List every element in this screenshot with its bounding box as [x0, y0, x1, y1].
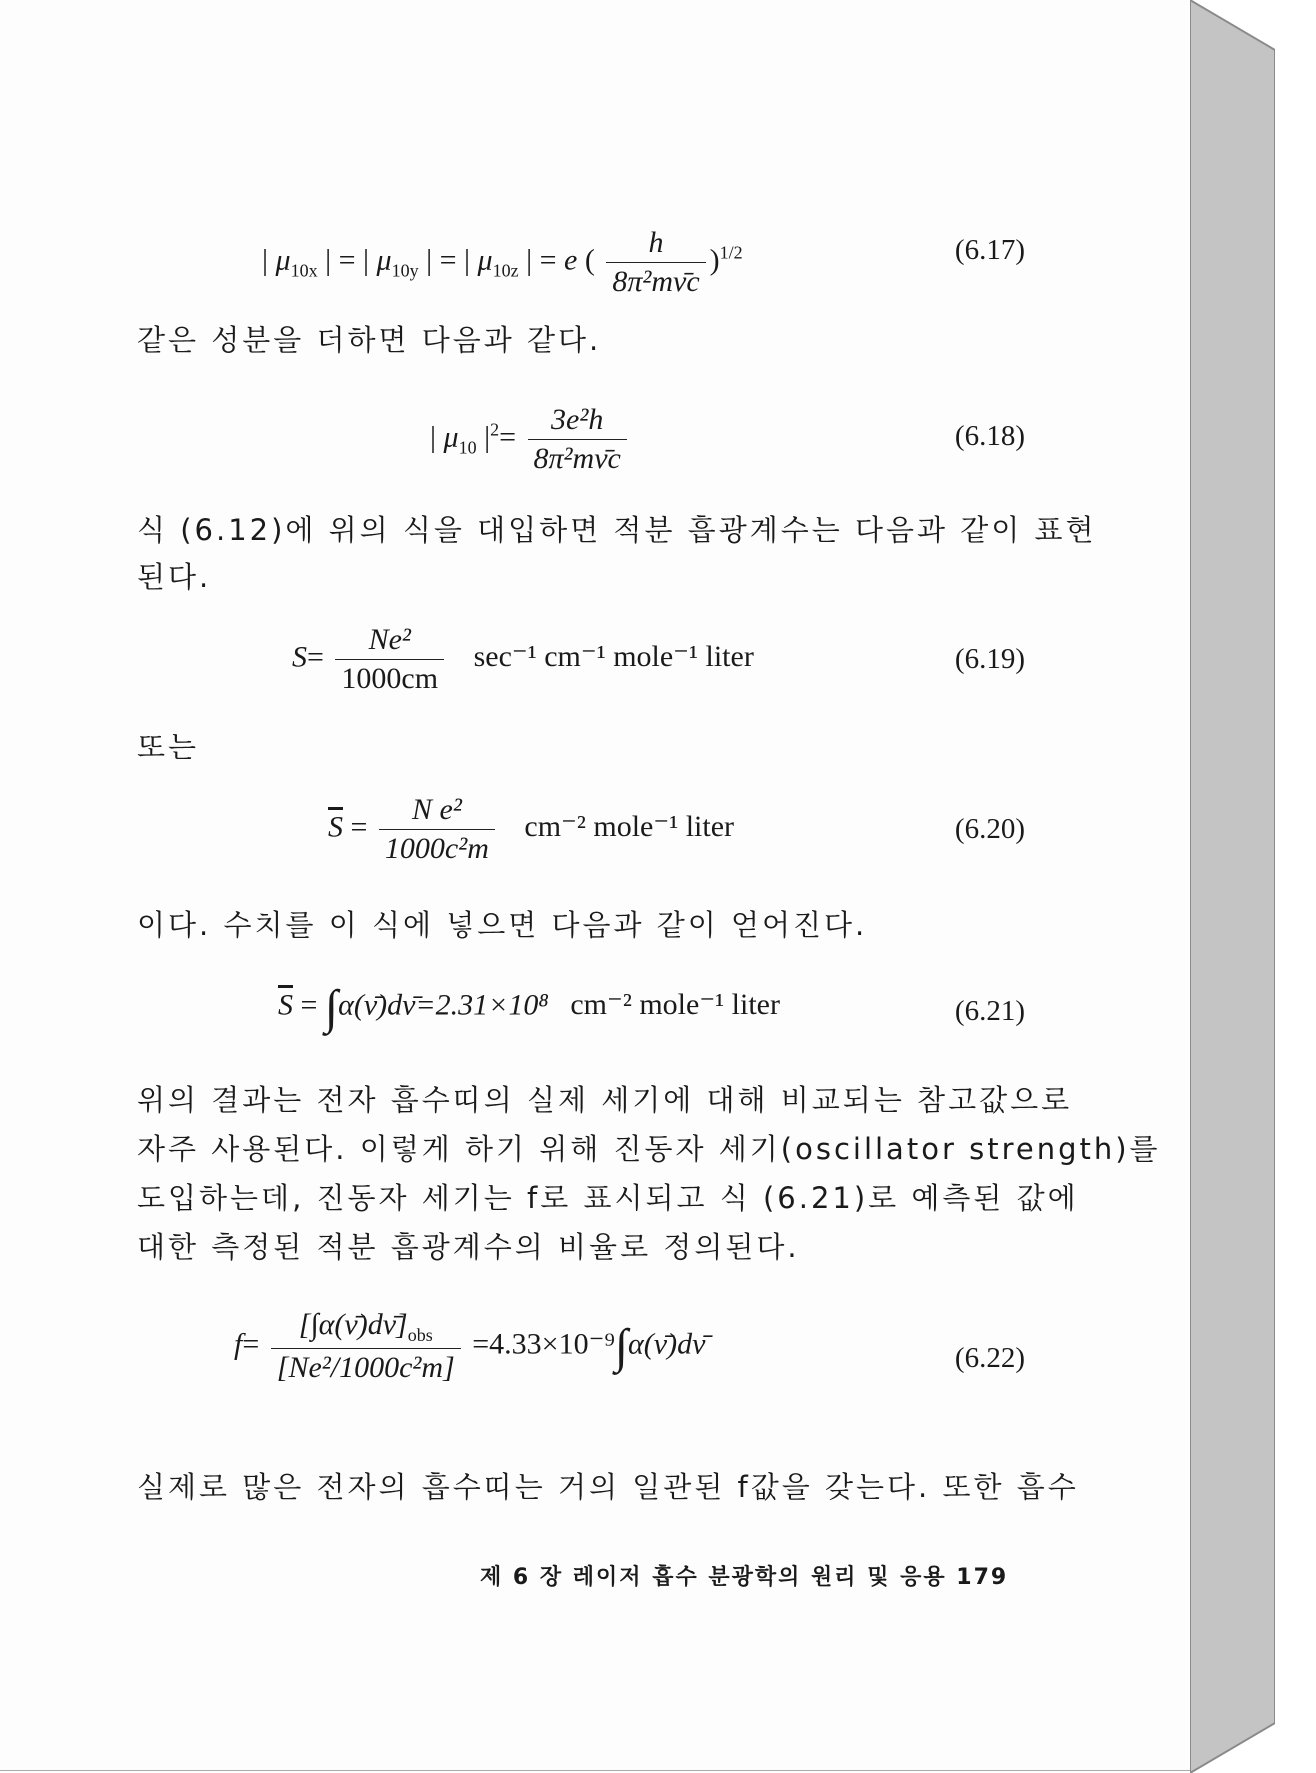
eq-6-17-power: 1/2 — [719, 242, 743, 263]
eq-6-22-rhs: =4.33×10⁻⁹ — [472, 1327, 615, 1361]
eq-6-22-fraction — [271, 1308, 461, 1385]
eq-6-20-lhs: $\overline{S}$ — [328, 810, 343, 844]
eq-6-22-number: (6.22) — [954, 1342, 1025, 1374]
paragraph-5-line-3: 도입하는데, 진동자 세기는 f로 표시되고 식 (6.21)로 예측된 값에 — [137, 1181, 1079, 1215]
eq-6-22-formula: f= $\frac{[\int\alpha(\nū)d\nū]_{obs}}{\text{[Ne²/1000c²m]}}$ =4.33×10⁻⁹∫α(ν̄)dν̄ — [234, 1308, 706, 1384]
paragraph-3: 또는 — [137, 730, 200, 764]
eq-6-19-lhs: S — [292, 640, 307, 674]
eq-6-17-sub-z: 10z — [492, 260, 519, 281]
equation-6-20 — [0, 785, 1190, 885]
eq-6-21-number: (6.21) — [954, 995, 1025, 1027]
eq-6-22-rhs-tail: α(ν̄)dν̄ — [628, 1327, 706, 1361]
equation-6-19 — [0, 615, 1190, 715]
eq-6-18-formula: | $\mu_{10}$ $|^2=$ $\frac{\text{3e²h}}{\text{8π²mν̄c}}$ — [430, 403, 631, 476]
equation-6-21 — [0, 970, 1190, 1070]
eq-6-21-rhs: α(ν̄)dν̄=2.31×10⁸ — [338, 988, 549, 1022]
page-footer: 제 6 장 레이저 흡수 분광학의 원리 및 응용 179 — [480, 1565, 1009, 1590]
paragraph-1: 같은 성분을 더하면 다음과 같다. — [137, 323, 602, 357]
eq-6-18-fraction — [528, 403, 627, 476]
eq-6-19-den: 1000cm — [341, 662, 439, 695]
paragraph-4: 이다. 수치를 이 식에 넣으면 다음과 같이 얻어진다. — [137, 908, 868, 942]
eq-6-21-units: cm⁻² mole⁻¹ liter — [570, 988, 780, 1022]
paragraph-5-line-2: 자주 사용된다. 이렇게 하기 위해 진동자 세기(oscillator strength)를 — [137, 1132, 1161, 1166]
eq-6-17-sub-x: 10x — [290, 260, 318, 281]
equation-6-22 — [0, 1300, 1190, 1430]
eq-6-19-number: (6.19) — [954, 643, 1025, 675]
eq-6-17-fraction — [606, 226, 705, 299]
eq-6-18-number: (6.18) — [954, 420, 1025, 452]
eq-6-22-num-sub: obs — [407, 1325, 433, 1345]
eq-6-20-units: cm⁻² mole⁻¹ liter — [524, 810, 735, 844]
integral-sign: ∫ — [324, 981, 339, 1034]
equation-6-17 — [0, 210, 1190, 310]
eq-6-21-lhs: $\overline{S}$ — [278, 988, 293, 1022]
paragraph-2-line-1: 식 (6.12)에 위의 식을 대입하면 적분 흡광계수는 다음과 같이 표현 — [137, 513, 1097, 547]
eq-6-20-den: 1000c²m — [384, 832, 489, 865]
eq-6-21-formula: $\overline{S}$ = ∫α(ν̄)dν̄=2.31×10⁸ cm⁻² mole⁻¹ liter — [278, 981, 780, 1034]
eq-6-19-formula: S= $\frac{\text{Ne²}}{1000cm}$ sec⁻¹ cm⁻¹ mole⁻¹ liter — [292, 623, 754, 695]
eq-6-17-den: 8π²mν̄c — [612, 265, 700, 298]
equation-6-18 — [0, 395, 1190, 495]
paragraph-6: 실제로 많은 전자의 흡수띠는 거의 일관된 f값을 갖는다. 또한 흡수 — [137, 1470, 1079, 1504]
paragraph-5-line-1: 위의 결과는 전자 흡수띠의 실제 세기에 대해 비교되는 참고값으로 — [137, 1083, 1073, 1117]
eq-6-18-sub: 10 — [458, 437, 477, 458]
eq-6-19-units: sec⁻¹ cm⁻¹ mole⁻¹ liter — [473, 640, 754, 674]
eq-6-18-num: 3e²h — [528, 403, 627, 440]
integral-sign-2: ∫ — [614, 1320, 629, 1373]
eq-6-20-number: (6.20) — [954, 813, 1025, 845]
eq-6-19-num: Ne² — [335, 623, 444, 660]
eq-6-20-num: N e² — [379, 793, 495, 830]
paragraph-5-line-4: 대한 측정된 적분 흡광계수의 비율로 정의된다. — [137, 1230, 800, 1264]
eq-6-17-e: e — [564, 243, 578, 277]
eq-6-17-formula: | $\mu_{10x}$ | = | $\mu_{10y}$ | = | $\mu_{10z}$ | = e ( $\frac{h}{\text{8π²mν̄c}}$ )$^{1/2}$ — [262, 226, 743, 298]
eq-6-17-sub-y: 10y — [391, 260, 419, 281]
eq-6-17-num: h — [606, 226, 705, 263]
eq-6-18-square: 2 — [490, 419, 500, 440]
book-spine-edge — [1190, 0, 1275, 1773]
eq-6-18-den: 8π²mν̄c — [533, 442, 621, 475]
eq-6-22-lhs: f — [234, 1327, 243, 1361]
eq-6-20-fraction — [379, 793, 495, 866]
eq-6-22-den: [Ne²/1000c²m] — [276, 1351, 455, 1384]
paragraph-2-line-2: 된다. — [137, 560, 212, 594]
eq-6-22-num: [∫α(ν̄)dν̄] — [298, 1308, 408, 1341]
eq-6-19-fraction — [335, 623, 444, 696]
eq-6-17-number: (6.17) — [954, 234, 1025, 266]
eq-6-20-formula: $\overline{S}$ = $\frac{\text{N e²}}{\text{1000c²m}}$ cm⁻² mole⁻¹ liter — [328, 793, 735, 865]
